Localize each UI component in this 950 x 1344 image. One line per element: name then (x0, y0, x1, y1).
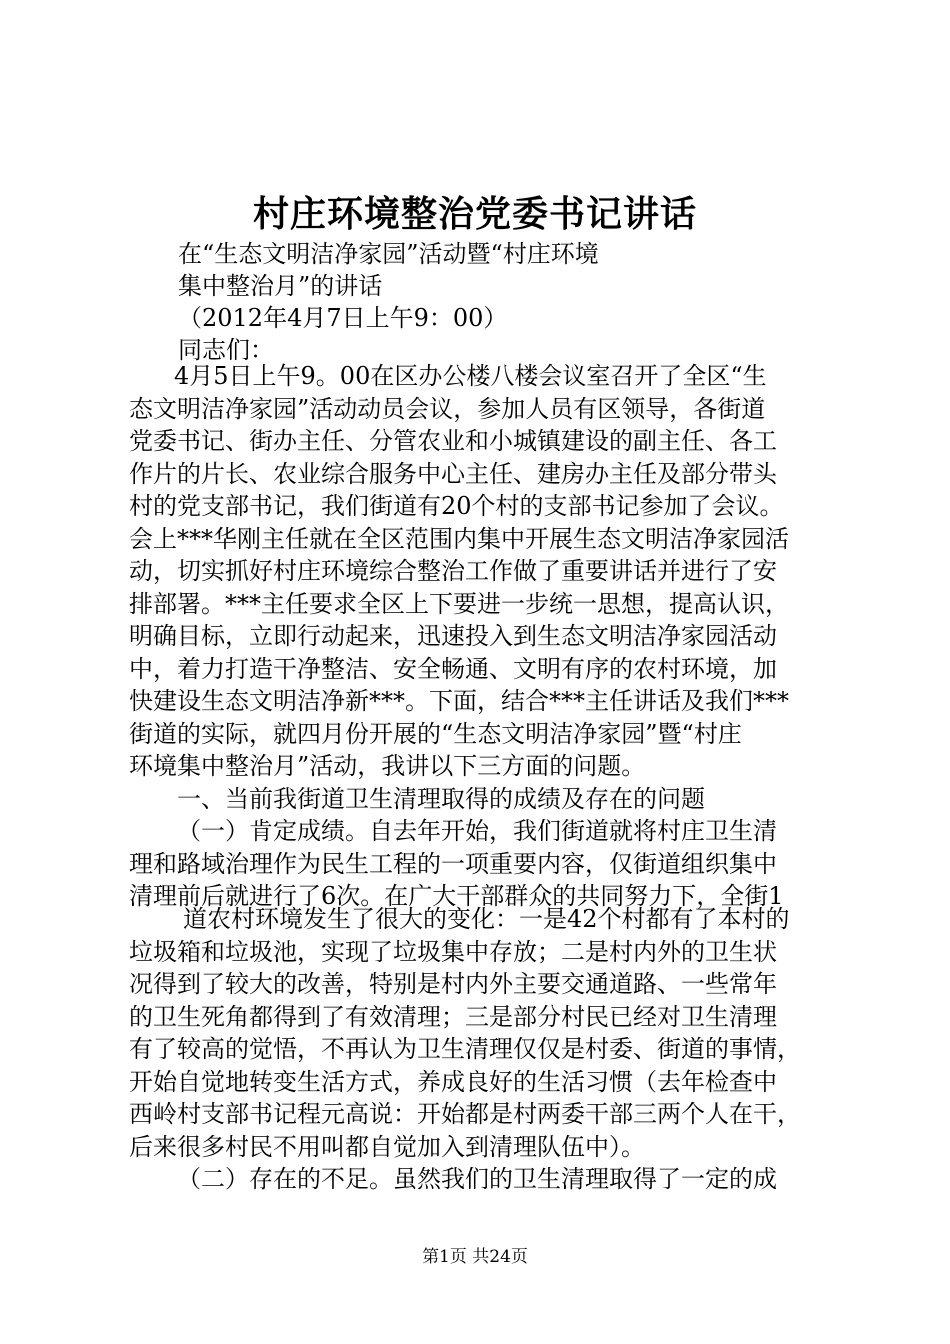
body-line: 清理前后就进行了6次。在广大干部群众的共同努力下，全街1 (129, 882, 784, 910)
body-line: 的卫生死角都得到了有效清理；三是部分村民已经对卫生清理 (129, 1002, 777, 1031)
body-line: 理和路域治理作为民生工程的一项重要内容，仅街道组织集中 (129, 849, 777, 878)
subsection-line: （二）存在的不足。虽然我们的卫生清理取得了一定的成 (165, 1165, 777, 1193)
body-line: 有了较高的觉悟，不再认为卫生清理仅仅是村委、街道的事情， (129, 1035, 801, 1063)
body-line: 西岭村支部书记程元高说：开始都是村两委干部三两个人在干， (129, 1100, 801, 1128)
body-line: 党委书记、街办主任、分管农业和小城镇建设的副主任、各工 (129, 427, 777, 455)
subsection-line: （一）肯定成绩。自去年开始，我们街道就将村庄卫生清 (165, 817, 777, 845)
body-line: 会上***华刚主任就在全区范围内集中开展生态文明洁净家园活 (129, 524, 789, 553)
body-line: 快建设生态文明洁净新***。下面，结合***主任讲话及我们*** (129, 687, 789, 715)
body-line: 中，着力打造干净整洁、安全畅通、文明有序的农村环境，加 (129, 654, 777, 683)
body-line: 况得到了较大的改善，特别是村内外主要交通道路、一些常年 (129, 970, 777, 998)
body-line: 垃圾箱和垃圾池，实现了垃圾集中存放；二是村内外的卫生状 (129, 937, 777, 966)
body-line: 环境集中整治月”活动，我讲以下三方面的问题。 (129, 752, 646, 780)
body-line: 明确目标，立即行动起来，迅速投入到生态文明洁净家园活动 (129, 622, 777, 650)
body-line: 村的党支部书记，我们街道有20个村的支部书记参加了会议。 (129, 492, 784, 520)
body-line: 道农村环境发生了很大的变化：一是42个村都有了本村的 (159, 905, 790, 933)
intro-line: 在“生态文明洁净家园”活动暨“村庄环境 (178, 240, 599, 268)
body-line: 开始自觉地转变生活方式，养成良好的生活习惯（去年检查中 (129, 1067, 777, 1096)
salutation: 同志们： (178, 336, 274, 364)
body-line: 4月5日上午9。00在区办公楼八楼会议室召开了全区“生 (174, 362, 767, 390)
page-footer: 第1页 共24页 (422, 1247, 528, 1267)
body-line: 排部署。***主任要求全区上下要进一步统一思想，提高认识， (129, 589, 789, 618)
body-paragraphs-page1 (129, 360, 839, 913)
document-title: 村庄环境整治党委书记讲话 (252, 193, 697, 235)
body-line: 态文明洁净家园”活动动员会议，参加人员有区领导，各街道 (129, 394, 766, 423)
body-line: 后来很多村民不用叫都自觉加入到清理队伍中）。 (129, 1132, 645, 1161)
section-heading: 一、当前我街道卫生清理取得的成绩及存在的问题 (153, 784, 705, 813)
body-line: 作片的片长、农业综合服务中心主任、建房办主任及部分带头 (129, 459, 777, 488)
intro-date: （2012年4月7日上午9：00） (178, 304, 508, 332)
intro-line: 集中整治月”的讲话 (178, 272, 383, 300)
body-paragraphs-page2 (129, 903, 839, 1196)
body-line: 街道的实际，就四月份开展的“生态文明洁净家园”暨“村庄 (129, 719, 742, 748)
body-line: 动，切实抓好村庄环境综合整治工作做了重要讲话并进行了安 (129, 557, 777, 585)
